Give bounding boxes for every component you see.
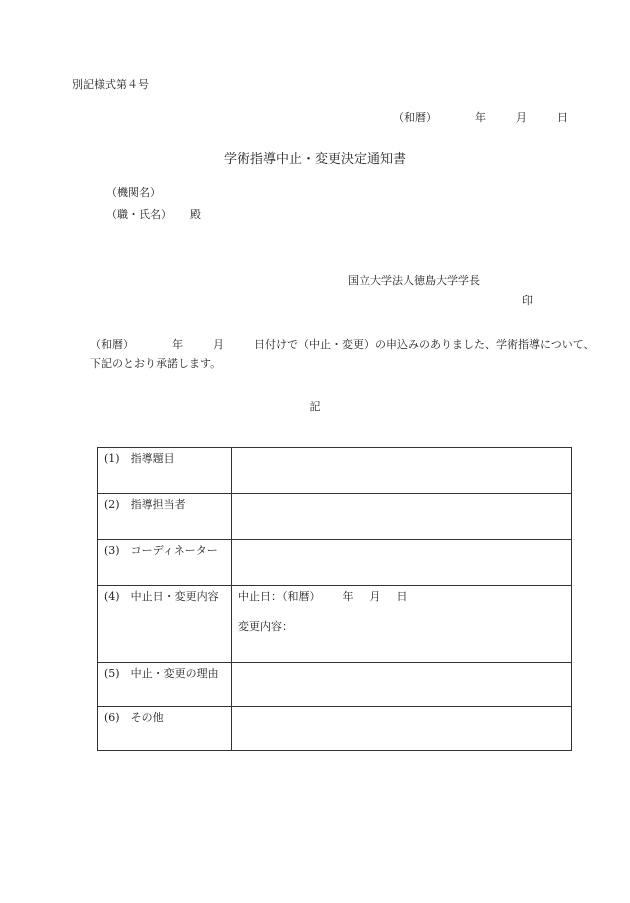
row-label-reason: (5) 中止・変更の理由 [98, 663, 232, 707]
stop-date-month: 月 [369, 590, 381, 603]
body-line-2: 下記のとおり承諾します。 [90, 357, 222, 370]
honorific: 殿 [190, 208, 201, 221]
date-era: （和暦） [393, 111, 437, 124]
row-value-other[interactable] [232, 707, 572, 751]
ki-heading: 記 [309, 400, 321, 413]
body-rest: 日付けで（中止・変更）の申込みのありました、学術指導について、 [254, 338, 595, 351]
stop-date-label: 中止日： [238, 590, 282, 603]
row-label-other: (6) その他 [98, 707, 232, 751]
issuer-name: 国立大学法人徳島大学学長 [348, 274, 480, 287]
row-label-stop-change: (4) 中止日・変更内容 [98, 586, 232, 663]
body-paragraph [90, 335, 595, 373]
row-label-supervisor: (2) 指導担当者 [98, 494, 232, 540]
row-label-title: (1) 指導題目 [98, 448, 232, 494]
row-value-title[interactable] [232, 448, 572, 494]
date-year: 年 [475, 111, 486, 124]
recipient-name-line [106, 206, 201, 222]
stop-date-year: 年 [342, 590, 354, 603]
row-value-stop-change[interactable] [232, 586, 572, 663]
seal-mark: 印 [522, 294, 533, 307]
table-row [98, 448, 572, 494]
document-title: 学術指導中止・変更決定通知書 [223, 152, 406, 167]
body-line-1 [90, 335, 595, 354]
details-table [97, 447, 572, 751]
issue-date [393, 109, 568, 125]
body-month: 月 [213, 338, 224, 351]
recipient-name: （職・氏名） [106, 208, 172, 221]
table-row [98, 494, 572, 540]
form-number: 別記様式第４号 [72, 78, 149, 91]
table-row [98, 586, 572, 663]
table-row [98, 707, 572, 751]
row-value-coordinator[interactable] [232, 540, 572, 586]
date-month: 月 [516, 111, 527, 124]
row-value-reason[interactable] [232, 663, 572, 707]
table-row [98, 540, 572, 586]
row-value-supervisor[interactable] [232, 494, 572, 540]
table-row [98, 663, 572, 707]
date-day: 日 [557, 111, 568, 124]
stop-date-day: 日 [396, 590, 408, 603]
stop-date-era: （和暦） [282, 590, 321, 603]
recipient-org: （機関名） [106, 186, 161, 199]
row-label-coordinator: (3) コーディネーター [98, 540, 232, 586]
body-year: 年 [172, 338, 183, 351]
change-content-label: 変更内容： [238, 620, 293, 633]
stop-date-line [238, 589, 565, 605]
body-era: （和暦） [90, 338, 134, 351]
